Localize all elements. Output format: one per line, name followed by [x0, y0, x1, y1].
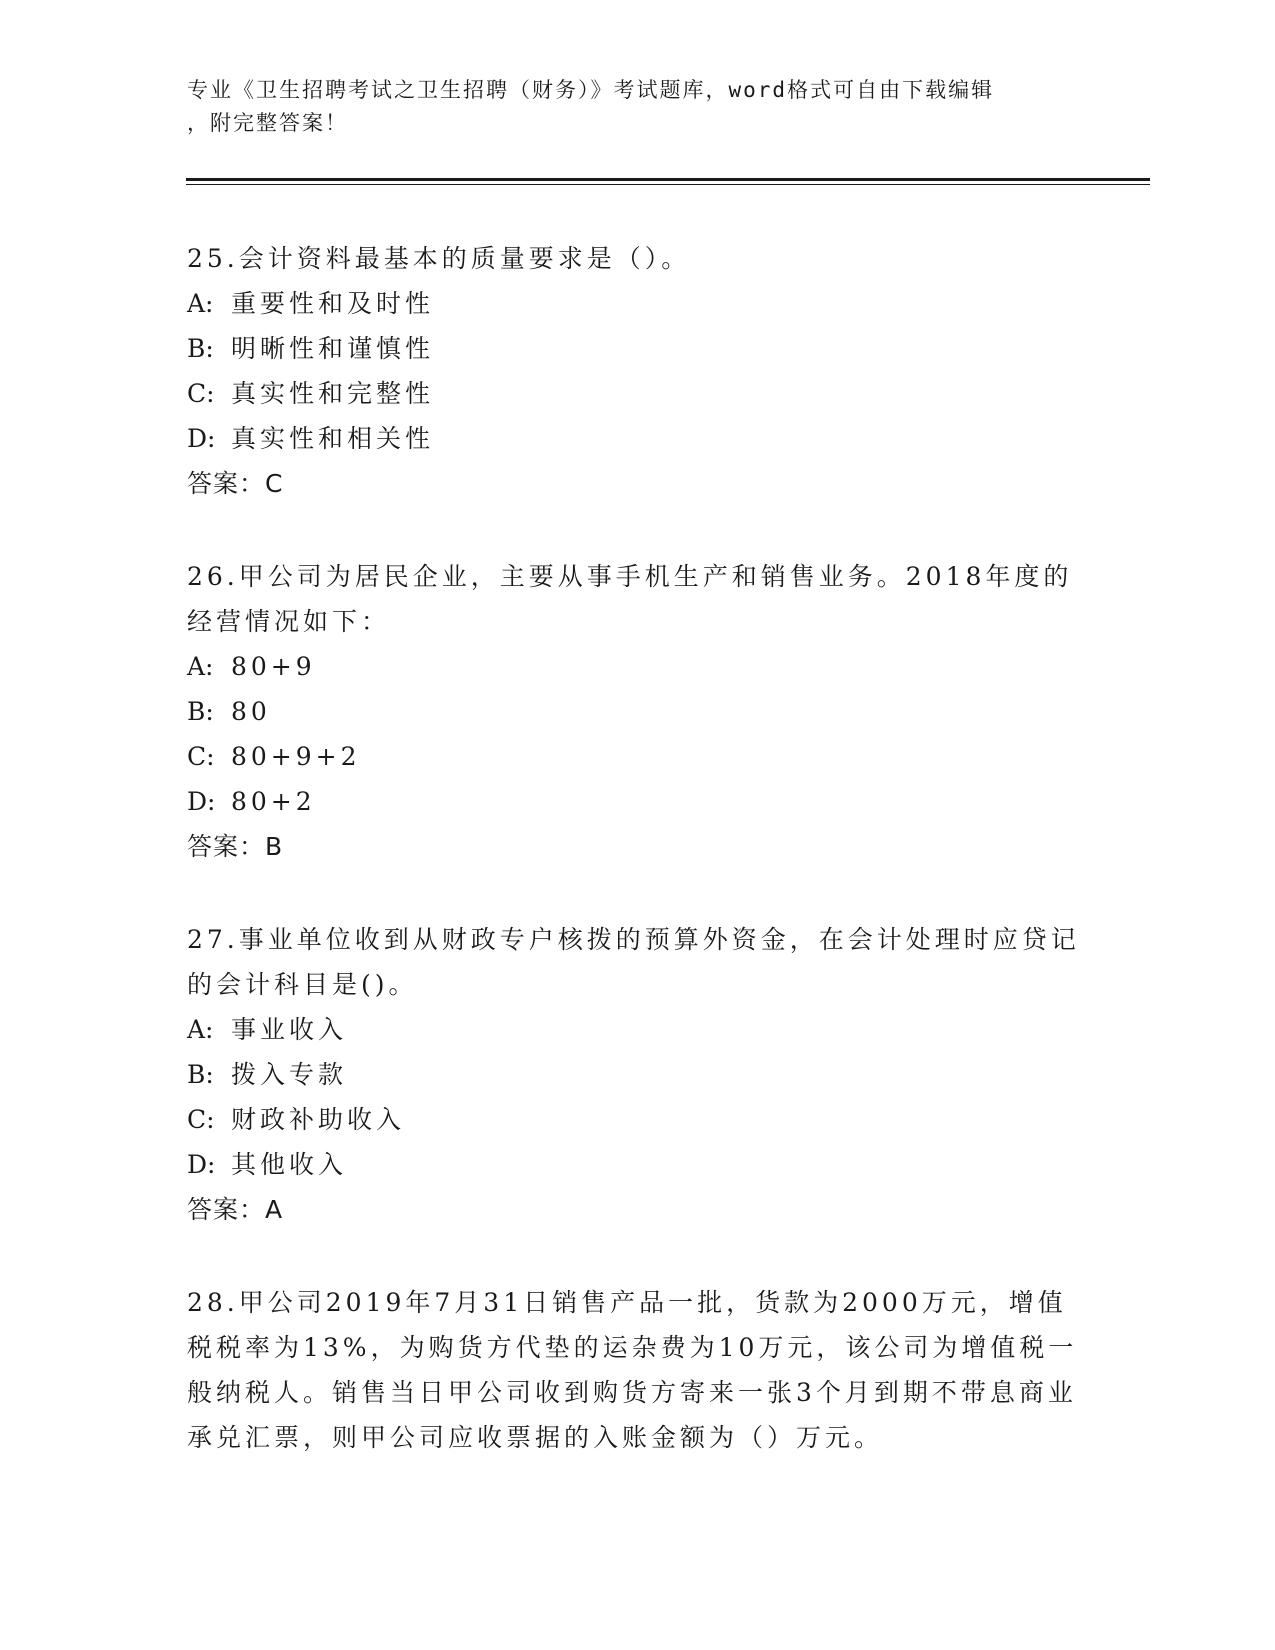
- option-a: [187, 644, 1087, 689]
- question-list: [187, 236, 1087, 1508]
- question-28: [187, 1280, 1087, 1460]
- question-27: [187, 917, 1087, 1232]
- option-text: 80+9+2: [231, 742, 361, 771]
- option-a: [187, 1007, 1087, 1052]
- option-c: [187, 1097, 1087, 1142]
- option-key: D:: [187, 787, 216, 816]
- option-text: 真实性和相关性: [231, 424, 435, 453]
- option-c: [187, 371, 1087, 416]
- option-key: C:: [187, 379, 215, 408]
- question-25: [187, 236, 1087, 506]
- option-b: [187, 1052, 1087, 1097]
- header-divider-thick: [186, 178, 1150, 181]
- option-text: 80+9: [231, 652, 316, 681]
- option-text: 明晰性和谨慎性: [231, 334, 435, 363]
- question-stem: 28.甲公司2019年7月31日销售产品一批，货款为2000万元，增值税税率为13%，为购货方代垫的运杂费为10万元，该公司为增值税一般纳税人。销售当日甲公司收到购货方寄来一张3个月到期不带息商业承兑汇票，则甲公司应收票据的入账金额为（）万元。: [187, 1288, 1078, 1452]
- document-header: [187, 74, 1067, 140]
- option-key: A:: [187, 1015, 214, 1044]
- option-key: B:: [187, 1060, 214, 1089]
- option-a: [187, 281, 1087, 326]
- option-text: 其他收入: [231, 1150, 348, 1179]
- option-key: C:: [187, 1105, 215, 1134]
- question-stem: 25.会计资料最基本的质量要求是（）。: [187, 244, 691, 273]
- option-key: B:: [187, 697, 214, 726]
- option-text: 80: [231, 697, 271, 726]
- answer-line: 答案：A: [187, 1195, 284, 1224]
- question-26: [187, 554, 1087, 869]
- header-divider-thin: [186, 184, 1150, 185]
- option-key: D:: [187, 424, 216, 453]
- option-key: C:: [187, 742, 215, 771]
- option-key: A:: [187, 652, 214, 681]
- option-text: 80+2: [231, 787, 316, 816]
- option-key: D:: [187, 1150, 216, 1179]
- option-text: 事业收入: [231, 1015, 348, 1044]
- option-key: B:: [187, 334, 214, 363]
- option-d: [187, 416, 1087, 461]
- question-stem: 27.事业单位收到从财政专户核拨的预算外资金，在会计处理时应贷记的会计科目是()。: [187, 925, 1080, 999]
- option-c: [187, 734, 1087, 779]
- answer-line: 答案：B: [187, 832, 284, 861]
- header-line-1: 专业《卫生招聘考试之卫生招聘（财务）》考试题库，word格式可自由下载编辑: [187, 78, 995, 102]
- option-d: [187, 779, 1087, 824]
- option-key: A:: [187, 289, 214, 318]
- option-text: 真实性和完整性: [231, 379, 435, 408]
- option-d: [187, 1142, 1087, 1187]
- option-text: 拨入专款: [231, 1060, 348, 1089]
- option-b: [187, 689, 1087, 734]
- answer-line: 答案：C: [187, 469, 284, 498]
- header-line-2: ，附完整答案！: [187, 111, 348, 135]
- option-b: [187, 326, 1087, 371]
- option-text: 财政补助收入: [231, 1105, 406, 1134]
- option-text: 重要性和及时性: [231, 289, 435, 318]
- question-stem: 26.甲公司为居民企业，主要从事手机生产和销售业务。2018年度的经营情况如下：: [187, 562, 1073, 636]
